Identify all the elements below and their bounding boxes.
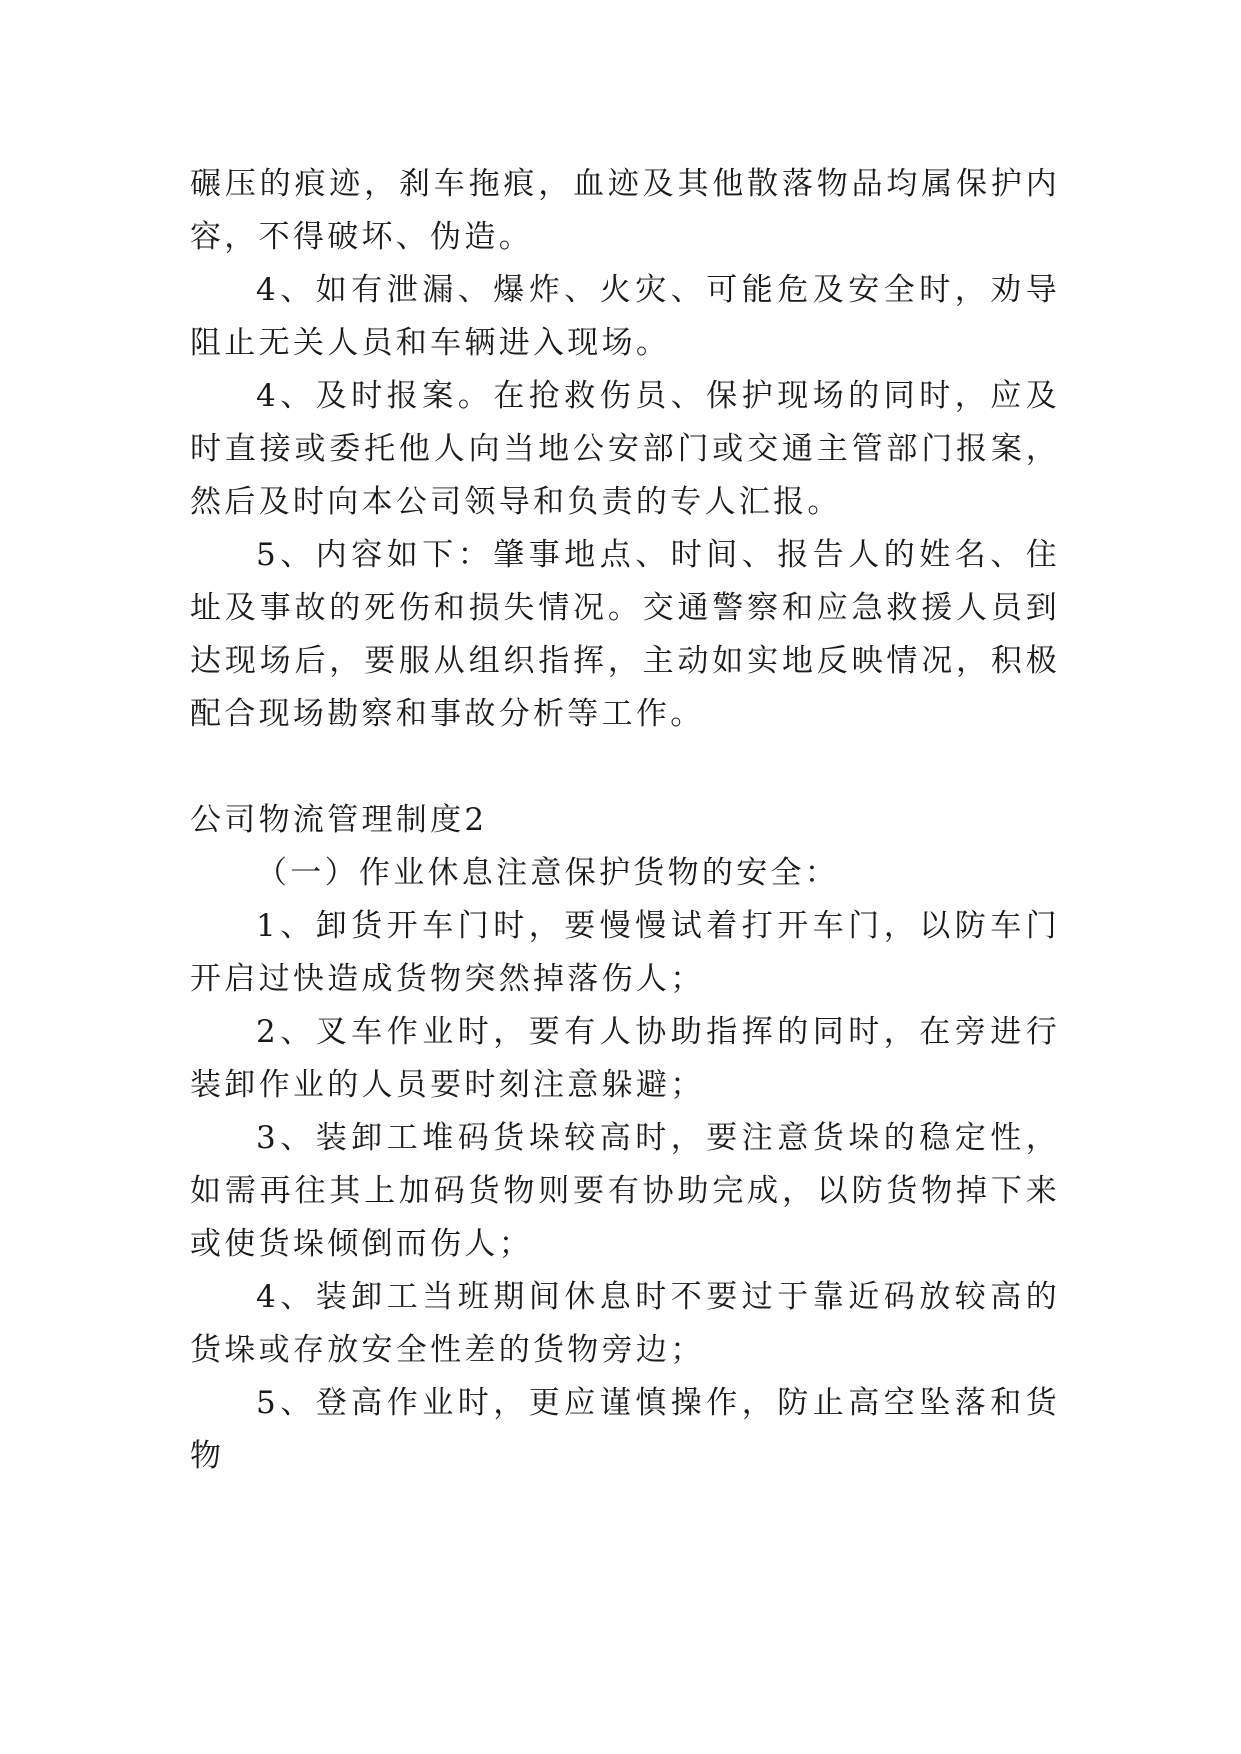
paragraph-report: 4、及时报案。在抢救伤员、保护现场的同时，应及时直接或委托他人向当地公安部门或交通主管部门报案，然后及时向本公司领导和负责的专人汇报。: [190, 378, 1060, 520]
paragraph-height-work: 5、登高作业时，更应谨慎操作，防止高空坠落和货物: [190, 1385, 1060, 1474]
paragraph-rest: 4、装卸工当班期间休息时不要过于靠近码放较高的货垛或存放安全性差的货物旁边；: [190, 1279, 1060, 1368]
document-page: [190, 158, 1060, 1483]
paragraph-stacking: 3、装卸工堆码货垛较高时，要注意货垛的稳定性，如需再往其上加码货物则要有协助完成，以防货物掉下来或使货垛倾倒而伤人；: [190, 1120, 1060, 1262]
paragraph-forklift: 2、叉车作业时，要有人协助指挥的同时，在旁进行装卸作业的人员要时刻注意躲避；: [190, 1014, 1060, 1103]
paragraph-leakage: 4、如有泄漏、爆炸、火灾、可能危及安全时，劝导阻止无关人员和车辆进入现场。: [190, 272, 1060, 361]
section-title: 公司物流管理制度2: [190, 802, 488, 838]
sub-heading: （一）作业休息注意保护货物的安全：: [256, 855, 840, 891]
paragraph-content: 5、内容如下：肇事地点、时间、报告人的姓名、住址及事故的死伤和损失情况。交通警察和应急救援人员到达现场后，要服从组织指挥，主动如实地反映情况，积极配合现场勘察和事故分析等工作。: [190, 537, 1060, 732]
paragraph-unloading: 1、卸货开车门时，要慢慢试着打开车门，以防车门开启过快造成货物突然掉落伤人；: [190, 908, 1060, 997]
paragraph-continuation: 碾压的痕迹，刹车拖痕，血迹及其他散落物品均属保护内容，不得破坏、伪造。: [190, 166, 1060, 255]
